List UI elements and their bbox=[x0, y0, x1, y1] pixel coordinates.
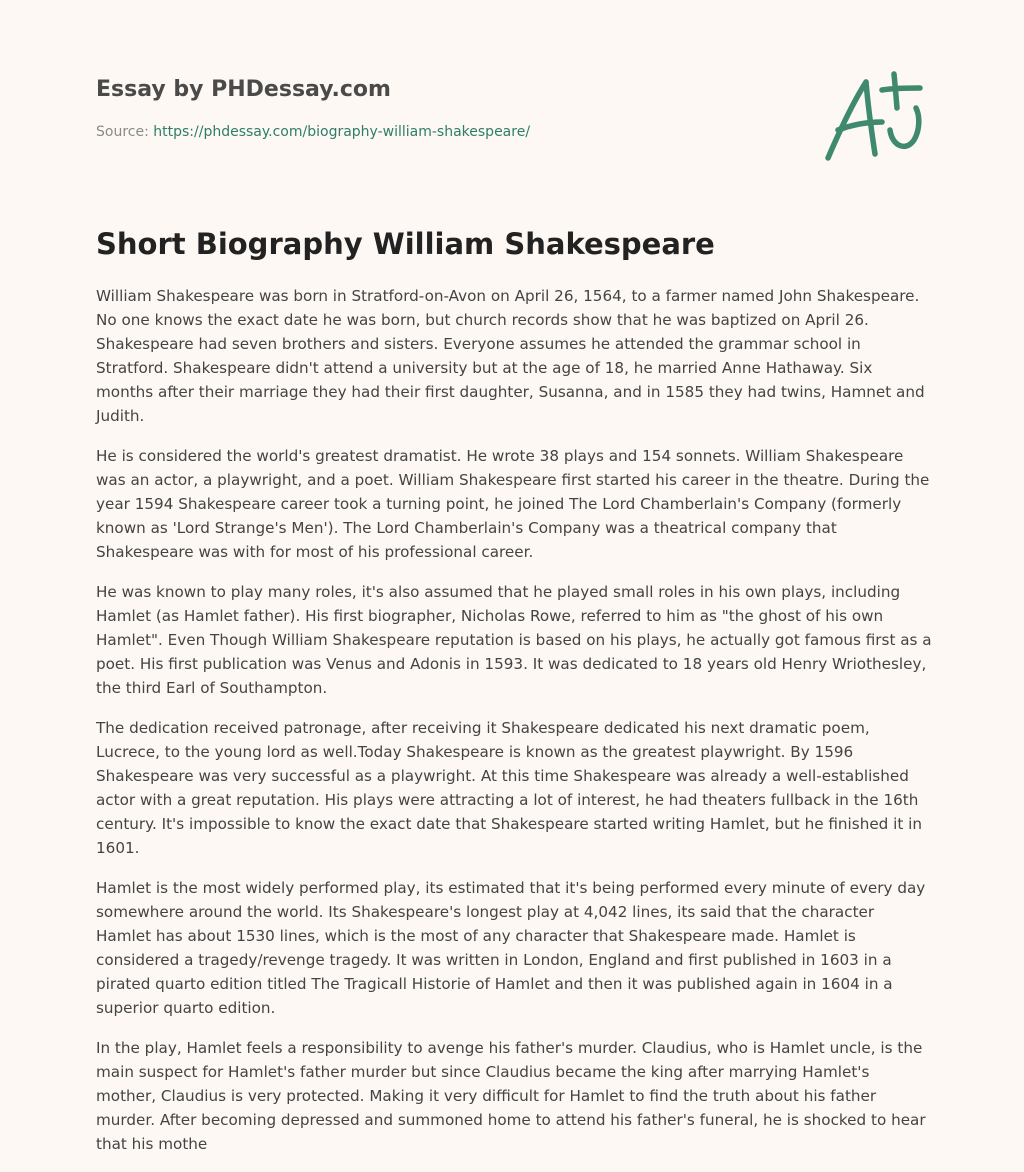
paragraph: He is considered the world's greatest dramatist. He wrote 38 plays and 154 sonnets. William Shakespeare was an actor, a playwright, and a poet. William Shakespeare first started his career in the theatre. During the year 1594 Shakespeare career took a turning point, he joined The Lord Chamberlain's Company (formerly known as 'Lord Strange's Men'). The Lord Chamberlain's Company was a theatrical company that Shakespeare was with for most of his professional career. bbox=[96, 447, 930, 561]
paragraph: The dedication received patronage, after receiving it Shakespeare dedicated his next dramatic poem, Lucrece, to the young lord as well.Today Shakespeare is known as the greatest playwright. By 1596 Shakespeare was very successful as a playwright. At this time Shakespeare was already a well-established actor with a great reputation. His plays were attracting a lot of interest, he had theaters fullback in the 16th century. It's impossible to know the exact date that Shakespeare started writing Hamlet, but he finished it in 1601. bbox=[96, 719, 922, 857]
paragraph: William Shakespeare was born in Stratford-on-Avon on April 26, 1564, to a farmer named John Shakespeare. No one knows the exact date he was born, but church records show that he was baptized on April 26. Shakespeare had seven brothers and sisters. Everyone assumes he attended the grammar school in Stratford. Shakespeare didn't attend a university but at the age of 18, he married Anne Hathaway. Six months after their marriage they had their first daughter, Susanna, and in 1585 they had twins, Hamnet and Judith. bbox=[96, 287, 925, 425]
paragraph: He was known to play many roles, it's also assumed that he played small roles in his own plays, including Hamlet (as Hamlet father). His first biographer, Nicholas Rowe, referred to him as "the ghost of his own Hamlet". Even Though William Shakespeare reputation is based on his plays, he actually got famous first as a poet. His first publication was Venus and Adonis in 1593. It was dedicated to 18 years old Henry Wriothesley, the third Earl of Southampton. bbox=[96, 583, 932, 697]
paragraph: In the play, Hamlet feels a responsibility to avenge his father's murder. Claudius, who is Hamlet uncle, is the main suspect for Hamlet's father murder but since Claudius became the king after marrying Hamlet's mother, Claudius is very protected. Making it very difficult for Hamlet to find the truth about his father murder. After becoming depressed and summoned home to attend his father's funeral, he is shocked to hear that his mothe bbox=[96, 1039, 926, 1153]
paragraph: Hamlet is the most widely performed play, its estimated that it's being performed every minute of every day somewhere around the world. Its Shakespeare's longest play at 4,042 lines, its said that the character Hamlet has about 1530 lines, which is the most of any character that Shakespeare made. Hamlet is considered a tragedy/revenge tragedy. It was written in London, England and first published in 1603 in a pirated quarto edition titled The Tragicall Historie of Hamlet and then it was published again in 1604 in a superior quarto edition. bbox=[96, 879, 926, 1017]
source-label: Source: bbox=[96, 124, 149, 140]
essay-body bbox=[96, 284, 932, 1172]
site-brand: Essay by PHDessay.com bbox=[96, 77, 391, 102]
page-header bbox=[96, 74, 936, 140]
a-plus-grade-logo-icon bbox=[820, 70, 930, 166]
source-line bbox=[96, 124, 530, 140]
essay-title: Short Biography William Shakespeare bbox=[96, 227, 715, 261]
source-link[interactable]: https://phdessay.com/biography-william-shakespeare/ bbox=[153, 124, 531, 140]
